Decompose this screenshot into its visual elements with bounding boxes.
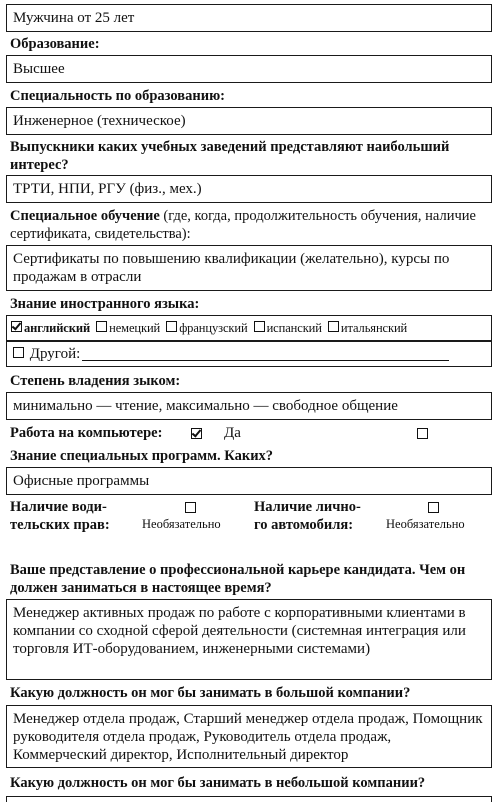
checkbox-icon[interactable]: [328, 321, 339, 332]
language-english-label: английский: [24, 321, 91, 335]
small-company-label: Какую должность он мог бы занимать в небольшой компании?: [10, 775, 426, 791]
car-label-line1: Наличие лично-: [254, 499, 361, 515]
specialty-label: Специальность по образованию:: [10, 88, 225, 104]
language-options-box: [6, 315, 492, 341]
graduates-label: Выпускники каких учебных заведений представляют наибольший интерес?: [10, 139, 450, 173]
education-label: Образование:: [10, 36, 100, 52]
programs-label: Знание специальных программ. Каких?: [10, 448, 274, 464]
language-option-german[interactable]: [96, 321, 160, 335]
language-label: Знание иностранного языка:: [10, 296, 200, 312]
language-option-english[interactable]: [11, 321, 90, 335]
language-french-label: французский: [179, 321, 248, 335]
car-value: Необязательно: [386, 517, 465, 531]
specialty-value: Инженерное (техническое): [13, 113, 186, 129]
graduates-field[interactable]: [6, 175, 492, 203]
computer-yes-checkbox[interactable]: [191, 428, 202, 439]
training-label-bold: Специальное обучение: [10, 208, 160, 224]
graduates-value: ТРТИ, НПИ, РГУ (физ., мех.): [13, 181, 202, 197]
language-german-label: немецкий: [109, 321, 161, 335]
language-option-italian[interactable]: [328, 321, 407, 335]
proficiency-label: Степень владения зыком:: [10, 373, 181, 389]
checkbox-icon[interactable]: [13, 347, 24, 358]
license-checkbox[interactable]: [185, 502, 196, 513]
training-label: [10, 207, 490, 243]
small-company-field-top[interactable]: [6, 796, 492, 802]
header-box: [6, 4, 492, 32]
car-checkbox[interactable]: [428, 502, 439, 513]
career-value: Менеджер активных продаж по работе с корпоративными клиентами в компании со сходной сферой деятельности (системная интеграция или торговля ИТ-оборудованием, инженерными системами): [13, 605, 466, 657]
other-language-input[interactable]: [82, 346, 449, 361]
other-language-label: Другой:: [29, 346, 81, 362]
license-value: Необязательно: [142, 517, 221, 531]
header-text: Мужчина от 25 лет: [13, 10, 135, 26]
checkbox-icon[interactable]: [254, 321, 265, 332]
proficiency-value: минимально — чтение, максимально — свободное общение: [13, 398, 398, 414]
language-spanish-label: испанский: [266, 321, 322, 335]
big-company-value: Менеджер отдела продаж, Старший менеджер отдела продаж, Помощник руководителя отдела продаж, Руководитель отдела продаж, Коммерческий директор, Исполнительный директор: [13, 711, 483, 763]
education-value: Высшее: [13, 61, 65, 77]
language-option-french[interactable]: [166, 321, 247, 335]
proficiency-field[interactable]: [6, 392, 492, 420]
education-field[interactable]: [6, 55, 492, 83]
training-value: Сертификаты по повышению квалификации (желательно), курсы по продажам в отрасли: [13, 251, 450, 285]
career-label: Ваше представление о профессиональной карьере кандидата. Чем он должен заниматься в настоящее время?: [10, 562, 466, 596]
language-italian-label: итальянский: [340, 321, 408, 335]
car-label: [254, 498, 384, 534]
language-option-spanish[interactable]: [254, 321, 322, 335]
big-company-field[interactable]: [6, 705, 492, 768]
license-label: [10, 498, 140, 534]
other-language-box: [6, 341, 492, 367]
career-field[interactable]: [6, 599, 492, 680]
programs-field[interactable]: [6, 467, 492, 495]
license-label-line2: тельских прав:: [10, 517, 110, 533]
computer-no-checkbox[interactable]: [417, 428, 428, 439]
training-field[interactable]: [6, 245, 492, 291]
checkbox-checked-icon[interactable]: [11, 321, 22, 332]
license-label-line1: Наличие води-: [10, 499, 107, 515]
computer-label: Работа на компьютере:: [10, 425, 163, 441]
specialty-field[interactable]: [6, 107, 492, 135]
car-label-line2: го автомобиля:: [254, 517, 354, 533]
training-label-normal: (где, когда, продолжительность обучения, наличие сертификата, свидетельства):: [10, 208, 476, 242]
checkbox-icon[interactable]: [96, 321, 107, 332]
computer-yes-label: Да: [224, 425, 241, 441]
big-company-label: Какую должность он мог бы занимать в большой компании?: [10, 685, 411, 701]
checkbox-icon[interactable]: [166, 321, 177, 332]
programs-value: Офисные программы: [13, 473, 150, 489]
